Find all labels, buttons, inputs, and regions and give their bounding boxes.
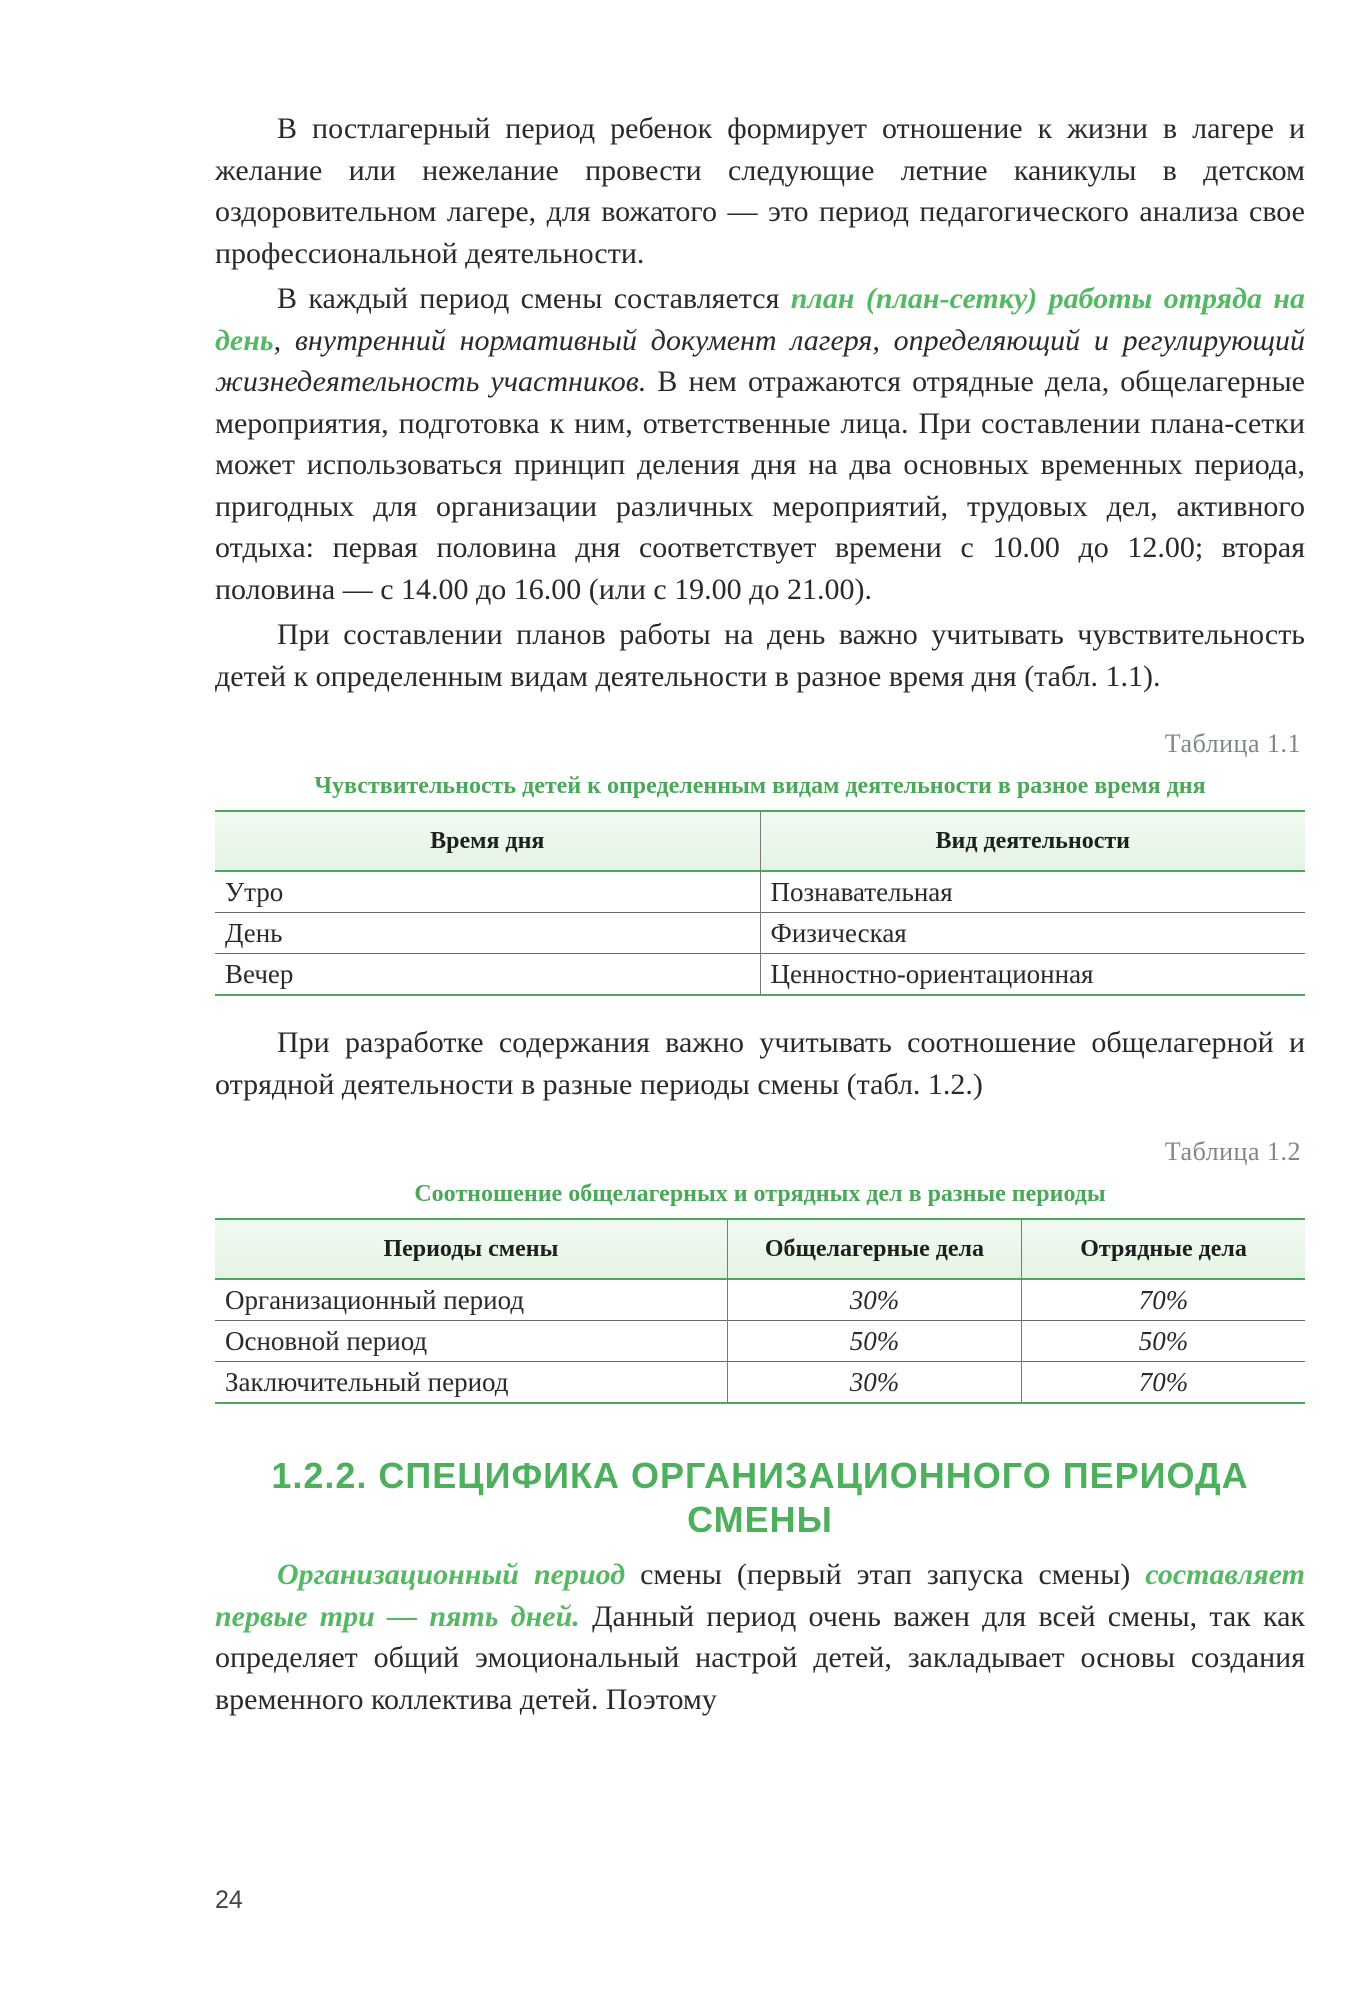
table-row <box>215 871 1305 913</box>
table-row <box>215 1321 1305 1362</box>
paragraph-org-period <box>215 1554 1305 1720</box>
paragraph-org-end: Данный период очень важен для всей смены, так как определяет общий эмоциональный настрой детей, закладывает основы создания временного коллектива детей. Поэтому <box>215 1599 1305 1716</box>
table1-title: Чувствительность детей к определенным видам деятельности в разное время дня <box>314 773 1206 799</box>
definition-italic: , внутренний нормативный документ лагеря, определяющий и регулирующий жизнедеятельность участников. <box>215 323 1305 398</box>
table2-cell: 70% <box>1022 1362 1305 1404</box>
table1 <box>215 810 1305 996</box>
table1-header: Время дня <box>215 811 760 871</box>
table1-cell: Вечер <box>215 954 760 996</box>
table2 <box>215 1218 1305 1404</box>
table2-cell: Основной период <box>215 1321 727 1362</box>
term-plan-grid: план (план-сетку) работы отряда на день <box>215 282 1306 357</box>
table1-cell: Ценностно-ориентационная <box>760 954 1305 996</box>
table2-header: Общелагерные дела <box>727 1219 1021 1279</box>
term-duration: составляет первые три — пять дней. <box>215 1558 1305 1633</box>
paragraph-postcamp: В постлагерный период ребенок формирует отношение к жизни в лагере и желание или нежелание провести следующие летние каникулы в детском оздоровительном лагере, для вожатого — это период педагогического анализа свое профессиональной деятельности. <box>215 112 1305 270</box>
paragraph-plan <box>215 278 1305 610</box>
table2-cell: 30% <box>727 1279 1021 1321</box>
table1-cell: Утро <box>225 876 284 907</box>
table1-header: Вид деятельности <box>760 811 1305 871</box>
table-row <box>215 954 1305 996</box>
section-heading: 1.2.2. СПЕЦИФИКА ОРГАНИЗАЦИОННОГО ПЕРИОДА СМЕНЫ <box>271 1455 1249 1540</box>
table2-cell: 30% <box>727 1362 1021 1404</box>
paragraph-sensitivity: При составлении планов работы на день важно учитывать чувствительность детей к определенным видам деятельности в разное время дня (табл. 1.1). <box>215 618 1305 693</box>
table2-cell: Заключительный период <box>215 1362 727 1404</box>
table2-cell: 50% <box>1022 1321 1305 1362</box>
page-number: 24 <box>215 1886 243 1914</box>
table2-cell: 70% <box>1022 1279 1305 1321</box>
table-row <box>215 913 1305 954</box>
table1-cell: День <box>215 913 760 954</box>
table2-title: Соотношение общелагерных и отрядных дел в разные периоды <box>414 1181 1106 1207</box>
table2-cell: 50% <box>727 1321 1021 1362</box>
table1-cell: Познавательная <box>760 871 1305 913</box>
table1-cell: Физическая <box>760 913 1305 954</box>
table-row <box>215 1362 1305 1404</box>
table2-number: Таблица 1.2 <box>1164 1137 1301 1166</box>
paragraph-org-mid: смены (первый этап запуска смены) <box>625 1558 1146 1591</box>
table2-cell: Организационный период <box>225 1284 525 1315</box>
paragraph-ratio: При разработке содержания важно учитывать соотношение общелагерной и отрядной деятельности в разные периоды смены (табл. 1.2.) <box>215 1026 1305 1101</box>
table2-header: Отрядные дела <box>1022 1219 1305 1279</box>
table1-number: Таблица 1.1 <box>1164 729 1301 758</box>
table2-header: Периоды смены <box>215 1219 727 1279</box>
paragraph-plan-start: В каждый период смены составляется <box>277 282 791 315</box>
paragraph-plan-end: В нем отражаются отрядные дела, общелагерные мероприятия, подготовка к ним, ответственные лица. При составлении плана-сетки может использоваться принцип деления дня на два основных временных периода, пригодных для организации различных мероприятий, трудовых дел, активного отдыха: первая половина дня соответствует времени с 10.00 до 12.00; вторая половина — с 14.00 до 16.00 (или с 19.00 до 21.00). <box>215 365 1306 606</box>
term-org-period: Организационный период <box>277 1558 626 1591</box>
table-row <box>215 1279 1305 1321</box>
page-content <box>215 108 1305 1720</box>
